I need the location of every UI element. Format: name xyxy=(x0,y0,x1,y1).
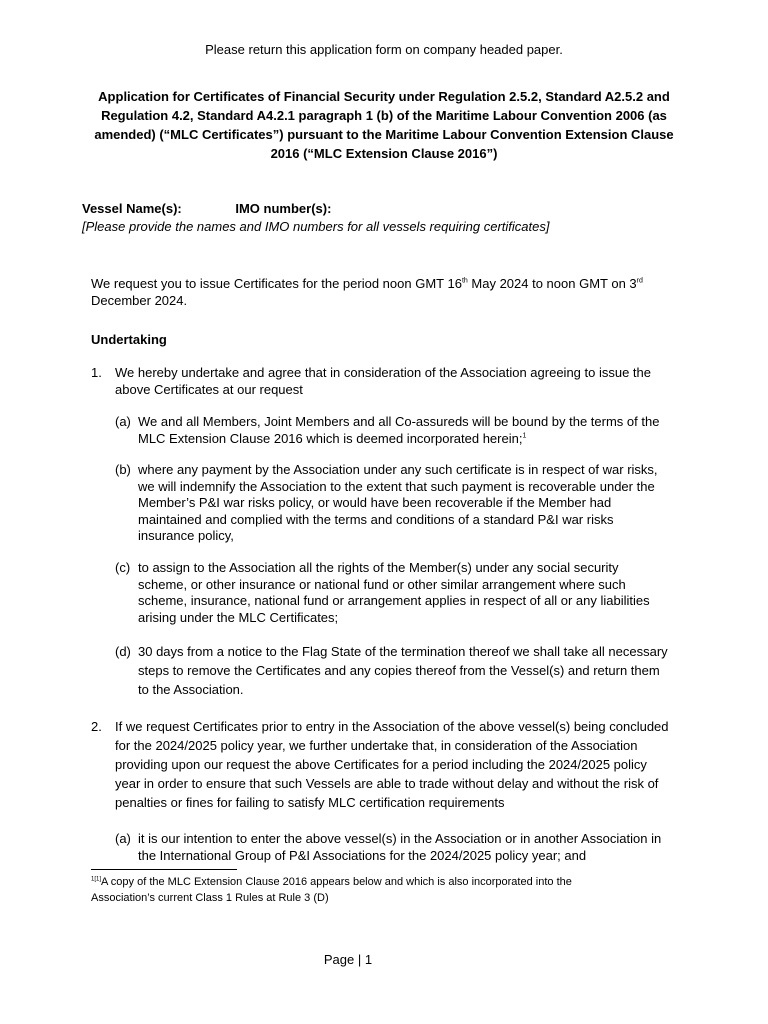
undertaking-item-2 xyxy=(91,717,671,812)
header-note: Please return this application form on company headed paper. xyxy=(205,42,563,57)
vessel-name-label: Vessel Name(s): xyxy=(82,201,182,216)
undertaking-subitem-c xyxy=(115,560,671,626)
subitem-label: (c) xyxy=(115,560,131,575)
document-title: Application for Certificates of Financial Security under Regulation 2.5.2, Standard A2.5.2 and Regulation 4.2, Standard A4.2.1 paragraph 1 (b) of the Maritime Labour Convention 2006 (as amended) (“MLC Certificates”) pursuant to the Maritime Labour Convention Extension Clause 2016 (“MLC Extension Clause 2016”) xyxy=(94,89,674,161)
subitem-text: it is our intention to enter the above vessel(s) in the Association or in another Association in the International Group of P&I Associations for the 2024/2025 policy year; and xyxy=(138,831,662,863)
footnote-text: A copy of the MLC Extension Clause 2016 appears below and which is also incorporated into the Association’s current Class 1 Rules at Rule 3 (D) xyxy=(91,876,572,904)
undertaking-item-1 xyxy=(91,364,671,398)
subitem-label: (a) xyxy=(115,414,131,429)
vessel-instruction: [Please provide the names and IMO numbers for all vessels requiring certificates] xyxy=(82,219,550,234)
undertaking-heading: Undertaking xyxy=(91,332,167,347)
footnote-reference: 1 xyxy=(522,432,527,440)
undertaking-subitem-a xyxy=(115,414,671,447)
subitem-text: to assign to the Association all the rights of the Member(s) under any social security scheme, or other insurance or national fund or other similar arrangement where such scheme, insurance, national fund or arrangement applies in respect of all or any liabilities arising under the MLC Certificates; xyxy=(138,560,650,625)
subitem-a-text: We and all Members, Joint Members and all Co-assureds will be bound by the terms of the MLC Extension Clause 2016 which is deemed incorporated herein; xyxy=(138,414,660,446)
undertaking-item-2-subitem-a xyxy=(115,831,671,864)
item-text: We hereby undertake and agree that in consideration of the Association agreeing to issue the above Certificates at our request xyxy=(115,365,652,397)
item-number: 2. xyxy=(91,719,102,734)
ordinal-suffix: th xyxy=(461,277,468,285)
subitem-text: where any payment by the Association under any such certificate is in respect of war risks, we will indemnify the Association to the extent that such payment is recoverable under the Member’s P&I war risks policy, or would have been recoverable if the Member had maintained and complied with the terms and conditions of a standard P&I war risks insurance policy, xyxy=(138,462,658,543)
imo-number-label: IMO number(s): xyxy=(235,201,332,216)
footnote xyxy=(91,874,631,906)
footnote-marker: 1[1] xyxy=(91,876,102,883)
vessel-fields xyxy=(82,201,331,216)
subitem-text xyxy=(138,414,671,447)
footnote-separator xyxy=(91,869,237,870)
item-number: 1. xyxy=(91,365,102,380)
undertaking-subitem-d xyxy=(115,642,671,699)
ordinal-suffix: rd xyxy=(636,277,643,285)
subitem-label: (a) xyxy=(115,831,131,846)
subitem-text: 30 days from a notice to the Flag State of the termination thereof we shall take all necessary steps to remove the Certificates and any copies thereof from the Vessel(s) and return them to the Association. xyxy=(138,644,668,697)
page-number: Page | 1 xyxy=(323,952,373,967)
subitem-label: (d) xyxy=(115,644,131,659)
request-text-middle: May 2024 to noon GMT on 3 xyxy=(467,276,637,291)
undertaking-subitem-b xyxy=(115,462,671,545)
item-text: If we request Certificates prior to entry in the Association of the above vessel(s) being concluded for the 2024/2025 policy year, we further undertake that, in consideration of the Association providing upon our request the above Certificates for a period including the 2024/2025 policy year in order to ensure that such Vessels are able to trade without delay and without the risk of penalties or fines for failing to satisfy MLC certification requirements xyxy=(115,719,669,810)
subitem-label: (b) xyxy=(115,462,131,477)
request-text-end: December 2024. xyxy=(91,293,188,308)
request-paragraph xyxy=(91,275,661,309)
request-text-start: We request you to issue Certificates for the period noon GMT 16 xyxy=(91,276,462,291)
